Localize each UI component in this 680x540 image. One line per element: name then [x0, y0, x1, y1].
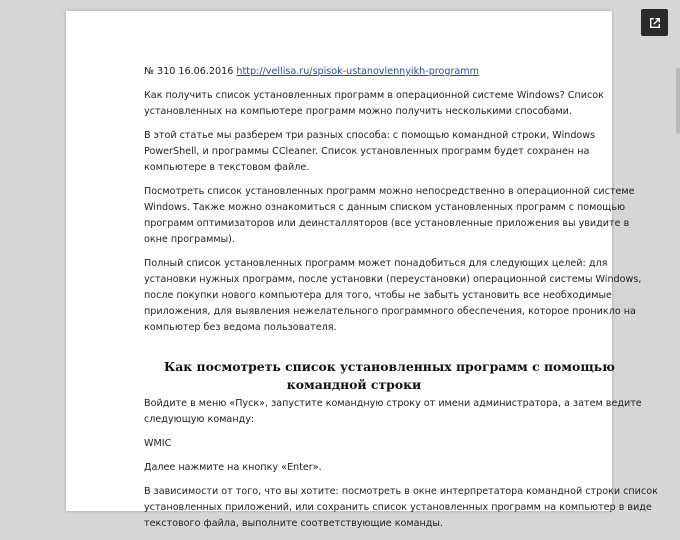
paragraph-line: компьютере в текстовом файле.	[144, 162, 310, 173]
open-in-new-window-icon	[648, 16, 662, 30]
paragraph-line: после покупки нового компьютера для того, чтобы не забыть установить все необходимые	[144, 290, 612, 301]
paragraph	[144, 460, 544, 476]
article-link[interactable]: http://vellisa.ru/spisok-ustanovlennyikh-programm	[236, 66, 479, 77]
paragraph-line: Посмотреть список установленных программ можно непосредственно в операционной системе	[144, 186, 635, 197]
paragraph	[144, 88, 604, 120]
paragraph-line: PowerShell, и программы CCleaner. Список установленных программ будет сохранен на	[144, 146, 590, 157]
paragraph-line: В этой статье мы разберем три разных способа: с помощью командной строки, Windows	[144, 130, 596, 141]
section-heading	[144, 358, 615, 394]
paragraph-line: установленных приложений, или сохранить список установленных программ на компьютер в виде	[144, 502, 652, 513]
popout-button[interactable]	[641, 9, 668, 36]
heading-line: командной строки	[286, 377, 422, 392]
document-content	[144, 64, 658, 540]
paragraph	[144, 396, 642, 428]
document-page	[66, 11, 658, 529]
paragraph-line: установленных на компьютере программ можно получить несколькими способами.	[144, 106, 572, 117]
paragraph-line: текстового файла, выполните соответствующие команды.	[144, 518, 444, 529]
paragraph-line: следующую команду:	[144, 414, 255, 425]
scrollbar[interactable]	[676, 0, 680, 497]
paragraph-line: программ оптимизаторов или деинсталляторов (все установленные приложения вы увидите в	[144, 218, 630, 229]
intro-paragraphs	[144, 88, 642, 336]
heading-line: Как посмотреть список установленных программ с помощью	[164, 359, 615, 374]
paragraph-line: окне программы).	[144, 234, 235, 245]
paragraph-line: Далее нажмите на кнопку «Enter».	[144, 462, 322, 473]
paragraph-line: В зависимости от того, что вы хотите: посмотреть в окне интерпретатора командной строки список	[144, 486, 658, 497]
section-paragraphs	[144, 396, 658, 532]
paragraph	[144, 436, 544, 452]
paragraph	[144, 484, 658, 532]
paragraph-line: Полный список установленных программ может понадобиться для следующих целей: для	[144, 258, 608, 269]
paragraph-line: Windows. Также можно ознакомиться с данным списком установленных программ с помощью	[144, 202, 626, 213]
paragraph-line: установки нужных программ, после установки (переустановки) операционной системы Windows,	[144, 274, 642, 285]
paragraph-line: Войдите в меню «Пуск», запустите командную строку от имени администратора, а затем ведите	[144, 398, 642, 409]
article-number-date: № 310 16.06.2016	[144, 66, 234, 77]
paragraph	[144, 256, 642, 336]
paragraph	[144, 128, 596, 176]
paragraph-line: Как получить список установленных программ в операционной системе Windows? Список	[144, 90, 604, 101]
paragraph	[144, 184, 635, 248]
meta-line	[144, 64, 544, 80]
paragraph-line: приложения, для выявления нежелательного программного обеспечения, которое проникло на	[144, 306, 636, 317]
paragraph-line: компьютер без ведома пользователя.	[144, 322, 337, 333]
scrollbar-thumb[interactable]	[676, 68, 680, 134]
paragraph-line: WMIC	[144, 438, 172, 449]
